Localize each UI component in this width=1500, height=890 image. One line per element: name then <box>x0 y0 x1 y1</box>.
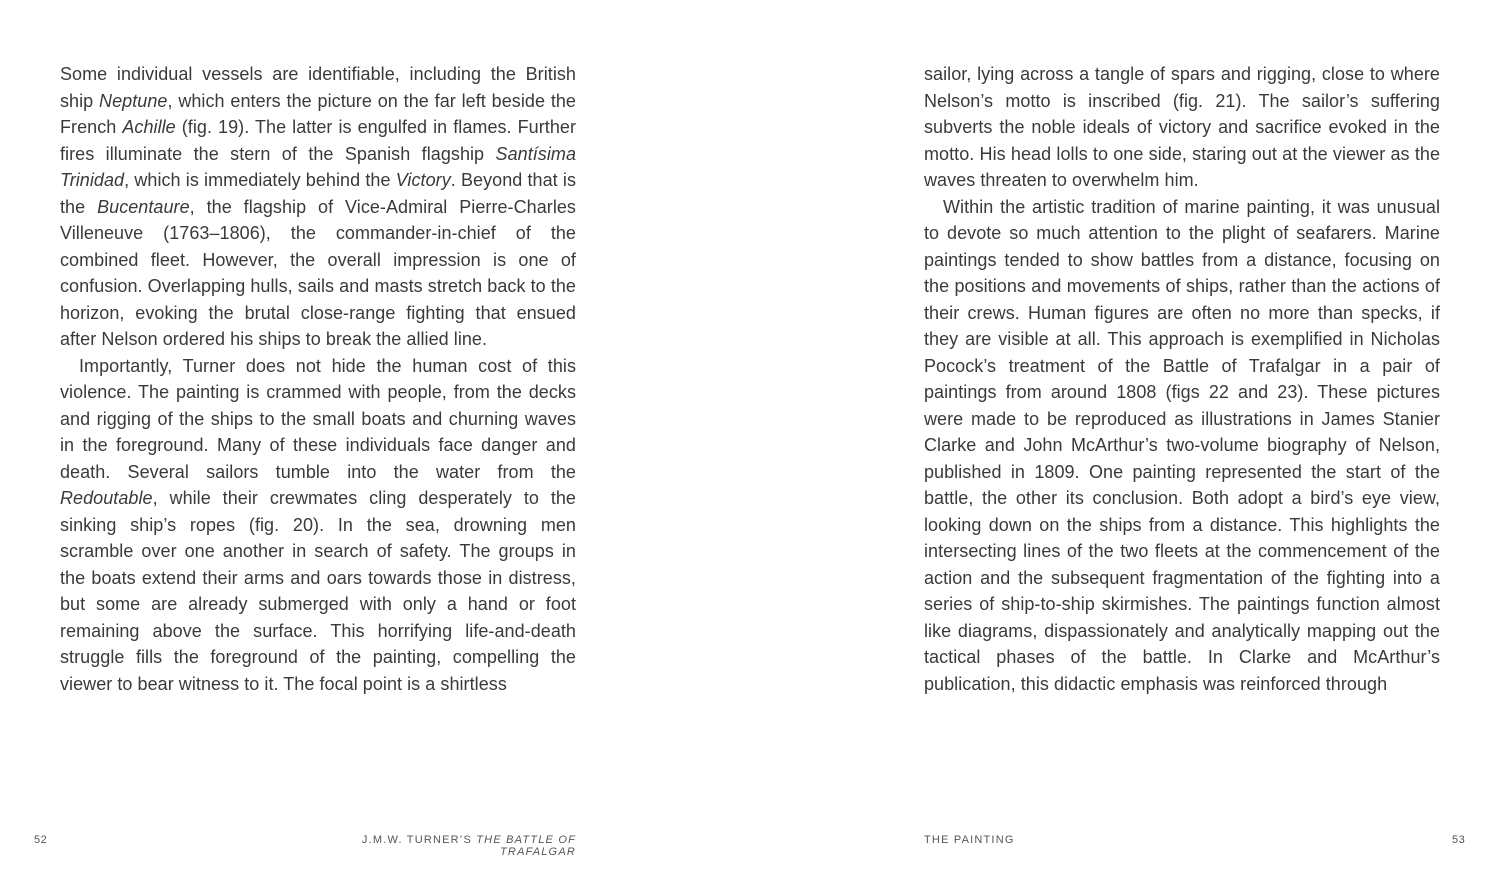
running-head-left <box>288 834 576 858</box>
italic-title: Victory <box>395 170 451 190</box>
running-head-right: THE PAINTING <box>924 834 1015 846</box>
right-page-body <box>924 61 1440 697</box>
text-run: Within the artistic tradition of marine painting, it was unusual to devote so much attention to the plight of seafarers. Marine paintings tended to show battles from a distance, focusing on the positions and movements of ships, rather than the actions of their crews. Human figures are often no more than specks, if they are visible at all. This approach is exemplified in Nicholas Pocock’s treatment of the Battle of Trafalgar in a pair of paintings from around 1808 (figs 22 and 23). These pictures were made to be reproduced as illustrations in James Stanier Clarke and John McArthur’s two-volume biography of Nelson, published in 1809. One painting represented the start of the battle, the other its conclusion. Both adopt a bird’s eye view, looking down on the ships from a distance. This highlights the intersecting lines of the two fleets at the commencement of the action and the subsequent fragmentation of the fighting into a series of ship-to-ship skirmishes. The paintings function almost like diagrams, dispassionately and analytically mapping out the tactical phases of the battle. In Clarke and McArthur’s publication, this didactic emphasis was reinforced through <box>924 196 1440 694</box>
text-run: Importantly, Turner does not hide the human cost of this violence. The painting is crammed with people, from the decks and rigging of the ships to the small boats and churning waves in the foreground. Many of these individuals face danger and death. Several sailors tumble into the water from the <box>60 355 576 482</box>
text-run: sailor, lying across a tangle of spars and rigging, close to where Nelson’s motto is inscribed (fig. 21). The sailor’s suffering subverts the noble ideals of victory and sacrifice evoked in the motto. His head lolls to one side, staring out at the viewer as the waves threaten to overwhelm him. <box>924 64 1440 190</box>
text-run: , while their crewmates cling desperately to the sinking ship’s ropes (fig. 20). In the sea, drowning men scramble over one another in search of safety. The groups in the boats extend their arms and oars towards those in distress, but some are already submerged with only a hand or foot remaining above the surface. This horrifying life-and-death struggle fills the foreground of the painting, compelling the viewer to bear witness to it. The focal point is a shirtless <box>60 488 576 694</box>
italic-title: Redoutable <box>60 488 153 508</box>
text-run: , which enters the picture on the far left beside the French <box>60 90 576 137</box>
text-run: Some individual vessels are identifiable, including the British ship <box>60 64 576 111</box>
text-run: . Beyond that is the <box>60 170 576 217</box>
running-head-title: THE BATTLE OF TRAFALGAR <box>476 834 576 858</box>
text-run: (fig. 19). The latter is engulfed in flames. Further fires illuminate the stern of the Spanish flagship <box>60 117 577 164</box>
italic-title: Neptune <box>99 90 168 111</box>
italic-title: Bucentaure <box>97 196 190 217</box>
left-page-body <box>60 61 576 697</box>
paragraph <box>60 61 576 353</box>
page-number-right: 53 <box>1452 834 1466 846</box>
text-run: , which is immediately behind the <box>124 170 396 190</box>
italic-title: Santísima Trinidad <box>60 143 576 190</box>
page-number-left: 52 <box>34 834 48 846</box>
text-run: , the flagship of Vice-Admiral Pierre-Charles Villeneuve (1763–1806), the commander-in-chief of the combined fleet. However, the overall impression is one of confusion. Overlapping hulls, sails and masts stretch back to the horizon, evoking the brutal close-range fighting that ensued after Nelson ordered his ships to break the allied line. <box>60 196 576 349</box>
paragraph <box>60 353 576 698</box>
running-head-prefix: J.M.W. TURNER’S <box>361 834 477 846</box>
paragraph <box>924 61 1440 194</box>
paragraph <box>924 194 1440 698</box>
italic-title: Achille <box>122 117 176 137</box>
